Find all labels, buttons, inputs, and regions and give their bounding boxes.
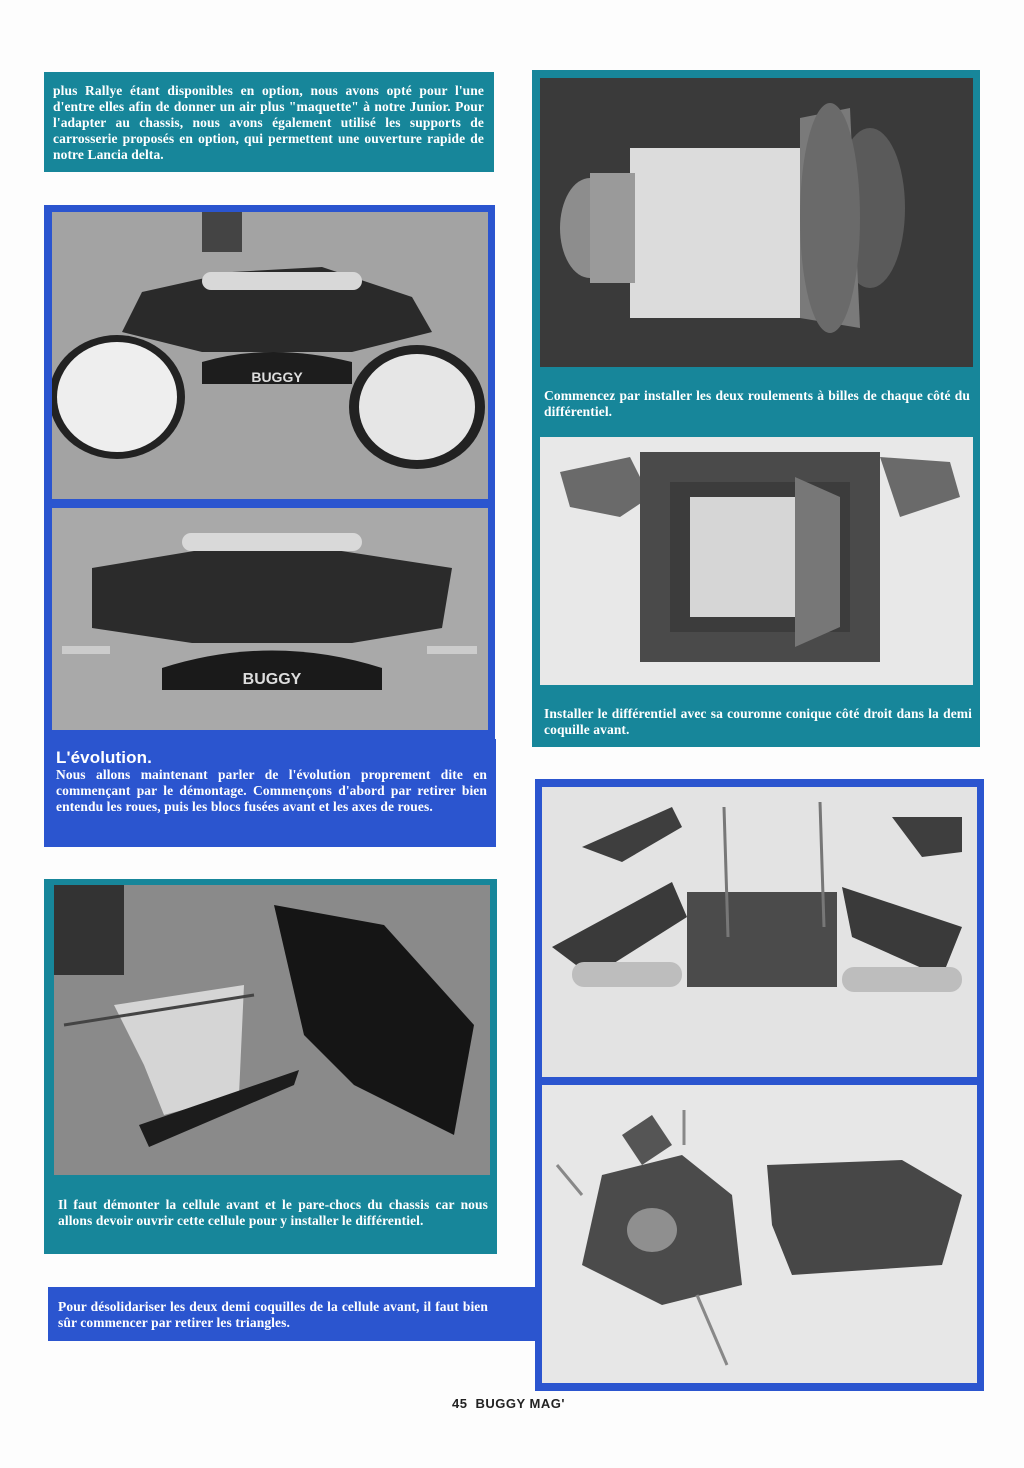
intro-caption: plus Rallye étant disponibles en option, nous avons opté pour l'une d'entre elles afin de donner un air plus "maquette" à notre Junior. Pour l'adapter au chassis, nous avons également utilisé les supports de carrosserie proposés en option, qui permettent une ouverture rapide de notre Lancia delta. [53,83,484,162]
separate-caption: Pour désolidariser les deux demi coquilles de la cellule avant, il faut bien sûr commencer par retirer les triangles. [58,1299,488,1330]
photo-half-shells-art [542,1085,977,1383]
photo-differential-housing-art [540,437,973,685]
photo-chassis-disassembly-art [54,885,490,1175]
photo-front-axle-close-art [52,508,488,730]
photo-half-shells [542,1085,977,1383]
page-number: 45 [452,1396,468,1411]
photo-triangles-parts-art [542,787,977,1077]
bumper-logo-1: BUGGY [251,369,303,385]
photo-front-axle-close [52,508,488,730]
photo-differential-bearings [540,78,973,367]
bearings-caption: Commencez par installer les deux roulements à billes de chaque côté du différentiel. [544,388,970,419]
photo-differential-housing [540,437,973,685]
photo-chassis-disassembly [54,885,490,1175]
install-diff-caption: Installer le différentiel avec sa couronne conique côté droit dans la demi coquille avant. [544,706,972,737]
photo-front-axle-wheels [52,212,488,499]
evolution-heading: L'évolution. [56,748,152,767]
bumper-logo-2: BUGGY [242,671,302,688]
photo-differential-bearings-art [540,78,973,367]
page-footer [452,1396,573,1411]
evolution-body: Nous allons maintenant parler de l'évolution proprement dite en commençant par le démontage. Commençons d'abord par retirer bien entendu les roues, puis les blocs fusées avant et les axes de roues. [56,767,487,814]
photo-triangles-parts [542,787,977,1077]
magazine-name: BUGGY MAG' [475,1396,565,1411]
photo-front-axle-wheels-art [52,212,488,499]
evolution-text [56,750,487,815]
dismount-caption: Il faut démonter la cellule avant et le pare-chocs du chassis car nous allons devoir ouvrir cette cellule pour y installer le différentiel. [58,1197,488,1228]
